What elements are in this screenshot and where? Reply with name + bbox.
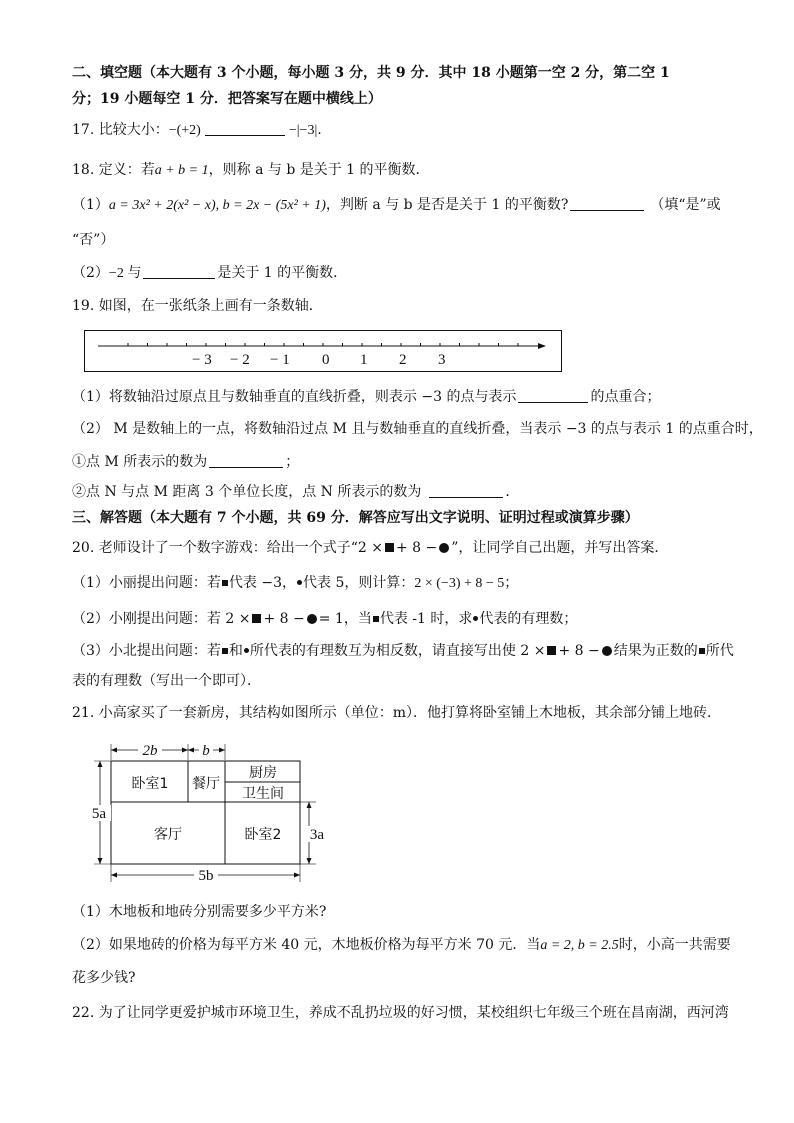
circle-symbol <box>473 616 478 621</box>
q19-part2a <box>72 452 722 472</box>
q19-p2a-answer-blank[interactable] <box>209 453 283 468</box>
q19-p2b-answer-blank[interactable] <box>429 483 503 498</box>
q21-p2-b: 时，小高一共需要 <box>618 937 731 953</box>
q20-p2-a: （2）小刚提出问题：若 2 × <box>72 611 251 627</box>
square-symbol <box>699 648 705 654</box>
q20-intro-b: + 8 − <box>395 540 438 556</box>
q18-def-prefix: 18. 定义：若 <box>72 162 155 178</box>
q18-part2 <box>72 263 722 284</box>
q20-p1-expr: 2 × (−3) + 8 − 5 <box>414 576 505 591</box>
arrow-head <box>98 761 103 767</box>
axis-label-0: 0 <box>322 352 330 368</box>
arrow-head <box>307 858 312 864</box>
square-symbol <box>222 580 228 586</box>
q18-part1 <box>72 195 722 216</box>
floor-plan-figure <box>84 740 334 886</box>
q19-intro: 19. 如图，在一张纸条上画有一条数轴． <box>72 298 323 314</box>
q21-p2-expr: a = 2, b = 2.5 <box>540 938 619 953</box>
arrow-head <box>182 748 188 753</box>
q18-def-suffix: ，则称 a 与 b 是关于 1 的平衡数． <box>208 162 430 178</box>
q19-p1-suffix: 的点重合； <box>590 389 661 405</box>
q20-intro-a: 20. 老师设计了一个数字游戏：给出一个式子“2 × <box>72 540 383 556</box>
square-symbol <box>252 614 261 623</box>
axis-label-neg1: − 1 <box>270 352 290 368</box>
room-bedroom2: 卧室2 <box>244 827 282 843</box>
q19-p2b-text: ②点 N 与点 M 距离 3 个单位长度，点 N 所表示的数为 <box>72 484 422 500</box>
circle-symbol <box>439 543 449 553</box>
room-living: 客厅 <box>154 827 182 843</box>
q19-part2b <box>72 482 722 502</box>
q21-intro: 21. 小高家买了一套新房，其结构如图所示（单位：m）．他打算将卧室铺上木地板，其余部分铺上地砖． <box>72 705 721 721</box>
q20-p3-a: （3）小北提出问题：若 <box>72 643 221 659</box>
q18-p1-hint: （填“是”或 <box>650 197 721 213</box>
q20-p2-d: 代表 -1 时，求 <box>379 611 473 627</box>
section3-heading: 三、解答题（本大题有 7 个小题，共 69 分．解答应写出文字说明、证明过程或演算步骤） <box>72 510 639 526</box>
q19-p2a-text: ①点 M 所表示的数为 <box>72 454 208 470</box>
axis-label-neg2: − 2 <box>230 352 250 368</box>
q18-p2-prefix: （2） <box>72 265 109 281</box>
q20-intro <box>72 538 722 558</box>
arrow-head <box>307 802 312 808</box>
q21-p2-a: （2）如果地砖的价格为每平方米 40 元，木地板价格为每平方米 70 元．当 <box>72 937 541 953</box>
q19-p1-text: （1）将数轴沿过原点且与数轴垂直的直线折叠，则表示 −3 的点与表示 <box>72 389 517 405</box>
q20-part2 <box>72 609 722 629</box>
q20-p1-b: 代表 −3， <box>228 575 297 591</box>
dim-b-label: b <box>202 743 210 759</box>
q20-part1 <box>72 573 722 594</box>
q18-p2-answer-blank[interactable] <box>143 264 215 279</box>
q18-definition <box>72 160 722 181</box>
arrow-head <box>294 873 300 878</box>
circle-symbol <box>244 648 249 653</box>
q18-p2-suffix: 是关于 1 的平衡数． <box>217 265 348 281</box>
axis-label-neg3: − 3 <box>192 352 212 368</box>
circle-symbol <box>297 580 302 585</box>
q18-p1-question: ，判断 a 与 b 是否是关于 1 的平衡数? <box>325 197 569 213</box>
arrow-head <box>98 858 103 864</box>
q18-def-expr: a + b = 1 <box>154 163 209 178</box>
axis-label-3: 3 <box>438 352 446 368</box>
q20-p1-c: 代表 5，则计算： <box>303 575 415 591</box>
q20-part3 <box>72 641 734 661</box>
circle-symbol <box>307 614 317 624</box>
q20-p2-c: = 1，当 <box>318 611 372 627</box>
q18-part1-hint2: “否”） <box>72 232 115 248</box>
q20-p3-c: 所代表的有理数互为相反数，请直接写出使 2 × <box>249 643 546 659</box>
q20-p1-end: ； <box>504 575 519 591</box>
dim-5b-label: 5b <box>198 868 214 884</box>
axis-label-2: 2 <box>399 352 407 368</box>
q20-p3-f: 所代 <box>705 643 734 659</box>
q17-right-expr: −|−3| <box>288 123 318 138</box>
dim-5a-label: 5a <box>91 806 107 822</box>
square-symbol <box>547 646 556 655</box>
section2-heading-line2: 分；19 小题每空 1 分．把答案写在题中横线上） <box>72 91 382 107</box>
room-dining: 餐厅 <box>192 776 220 792</box>
q19-part2: （2） M 是数轴上的一点，将数轴沿过点 M 且与数轴垂直的直线折叠，当表示 −3 的点与表示 1 的点重合时， <box>72 421 763 437</box>
circle-symbol <box>602 646 612 656</box>
q21-part1: （1）木地板和地砖分别需要多少平方米? <box>72 904 327 920</box>
q18-p1-expr: a = 3x² + 2(x² − x), b = 2x − (5x² + 1) <box>108 198 326 213</box>
q19-p1-answer-blank[interactable] <box>518 388 588 403</box>
q19-part1 <box>72 387 722 407</box>
axis-label-1: 1 <box>360 352 368 368</box>
q18-p1-prefix: （1） <box>72 197 109 213</box>
section2-heading-line1: 二、填空题（本大题有 3 个小题，每小题 3 分，共 9 分．其中 18 小题第一空 2 分，第二空 1 <box>72 65 670 81</box>
arrow-head <box>111 873 117 878</box>
q20-p3-e: 结果为正数的 <box>613 643 698 659</box>
q21-part2-line2: 花多少钱? <box>72 970 136 986</box>
q18-p1-answer-blank[interactable] <box>570 196 644 211</box>
q20-part3-line2: 表的有理数（写出一个即可）． <box>72 673 261 689</box>
square-symbol <box>385 543 394 552</box>
q17-answer-blank[interactable] <box>205 121 285 136</box>
dim-2b-label: 2b <box>142 743 158 759</box>
q20-p3-b: 和 <box>228 643 243 659</box>
arrow-head <box>188 748 194 753</box>
q20-p2-e: 代表的有理数； <box>479 611 578 627</box>
q20-intro-c: ”，让同学自己出题，并写出答案． <box>451 540 669 556</box>
dim-3a-label: 3a <box>309 827 325 843</box>
q19-p2a-end: ； <box>285 454 300 470</box>
q18-p2-expr: −2 与 <box>108 266 142 281</box>
q17 <box>72 120 722 141</box>
room-bathroom: 卫生间 <box>242 786 284 802</box>
number-line-figure <box>84 330 562 372</box>
q21-part2 <box>72 935 731 956</box>
room-bedroom1: 卧室1 <box>131 776 169 792</box>
q17-left-expr: −(+2) <box>168 123 201 138</box>
q22-line1: 22. 为了让同学更爱护城市环境卫生，养成不乱扔垃圾的好习惯，某校组织七年级三个班在昌南湖，西河湾 <box>72 1005 729 1021</box>
q17-prefix: 17. 比较大小： <box>72 122 169 138</box>
q20-p1-a: （1）小丽提出问题：若 <box>72 575 221 591</box>
q20-p2-b: + 8 − <box>263 611 305 627</box>
room-kitchen: 厨房 <box>249 765 277 781</box>
arrow-head <box>111 748 117 753</box>
q17-end: . <box>317 122 322 138</box>
arrow-head <box>219 748 225 753</box>
square-symbol <box>222 648 228 654</box>
q20-p3-d: + 8 − <box>558 643 600 659</box>
q19-p2b-end: ． <box>505 484 520 500</box>
square-symbol <box>373 616 379 622</box>
axis-ticks <box>128 343 518 346</box>
